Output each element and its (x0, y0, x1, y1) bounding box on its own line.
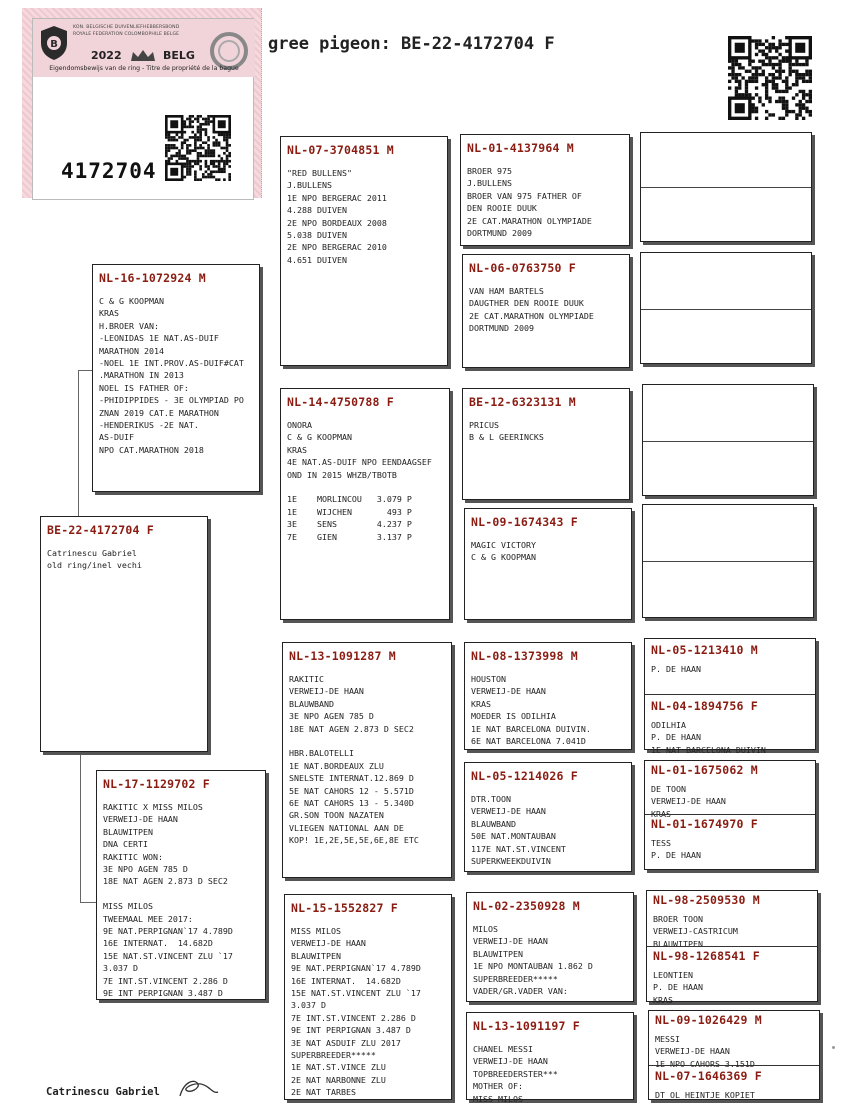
detail-line: P. DE HAAN (651, 732, 701, 743)
detail-line: "RED BULLENS" (287, 168, 352, 178)
pigeon-entry[interactable] (655, 1013, 813, 1069)
pigeon-card-dam-sire[interactable] (282, 642, 452, 878)
detail-line: 6E NAT CAHORS 13 - 5.340D (289, 798, 414, 809)
detail-line: NOEL IS FATHER OF: (99, 382, 189, 393)
detail-line: BLAUWITPEN (291, 950, 341, 961)
page-title: gree pigeon: BE-22-4172704 F (268, 34, 555, 54)
pigeon-card-sire-sire[interactable] (280, 136, 448, 366)
pigeon-card-sire[interactable] (92, 264, 260, 492)
detail-line: 9E INT PERPIGNAN 3.487 D (291, 1025, 411, 1036)
detail-line: BLAUWBAND (471, 818, 516, 829)
pigeon-card-split[interactable] (648, 1010, 820, 1100)
pigeon-details (655, 1089, 813, 1101)
detail-line: BLAUWITPEN (103, 826, 153, 837)
detail-line: RAKITIC (289, 674, 324, 684)
pigeon-card-ss-dam[interactable] (462, 254, 630, 368)
detail-line: 1E NAT.ST.VINCE ZLU (291, 1062, 386, 1073)
detail-line (289, 735, 445, 747)
detail-line: KRAS (287, 444, 307, 455)
detail-line: TWEEMAAL MEE 2017: (103, 913, 193, 924)
detail-line: KRAS (471, 698, 491, 709)
detail-line: 16E INTERNAT. 14.682D (103, 938, 213, 949)
ring-number: NL-06-0763750 F (469, 261, 576, 275)
detail-line: 4E NAT.AS-DUIF NPO EENDAAGSEF (287, 457, 432, 468)
card-divider (645, 694, 815, 695)
detail-line: KRAS (651, 808, 671, 819)
ring-year: 2022 (91, 49, 122, 62)
detail-line: KOP! 1E,2E,5E,5E,6E,8E ETC (289, 835, 419, 846)
card-divider (645, 814, 815, 815)
detail-line: -NOEL 1E INT.PROV.AS-DUIF#CAT (99, 358, 244, 369)
pigeon-card-split[interactable] (646, 890, 818, 1005)
detail-line: DORTMUND 2009 (469, 323, 534, 334)
detail-line: KRAS (653, 994, 673, 1005)
detail-line: 5E NAT CAHORS 12 - 5.571D (289, 785, 414, 796)
pigeon-card-sd-sire[interactable] (462, 388, 630, 500)
detail-line: BROER 975 (467, 166, 512, 176)
card-divider (643, 561, 813, 562)
detail-line: MOEDER IS ODILHIA (471, 711, 556, 722)
detail-line: 18E NAT AGEN 2.873 D SEC2 (289, 723, 414, 734)
pigeon-entry[interactable] (651, 763, 809, 819)
detail-line: RAKITIC WON: (103, 851, 163, 862)
footer-name: Catrinescu Gabriel (46, 1086, 160, 1098)
detail-line: MILOS (473, 924, 498, 934)
pigeon-card-ss-sire[interactable] (460, 134, 630, 246)
detail-line: VERWEIJ-DE HAAN (471, 686, 546, 697)
ring-number: NL-05-1214026 F (471, 769, 578, 783)
detail-line: 9E NAT.PERPIGNAN`17 4.789D (103, 926, 233, 937)
pigeon-card-sire-dam[interactable] (280, 388, 450, 620)
detail-line: 4.651 DUIVEN (287, 254, 347, 265)
detail-line: P. DE HAAN (653, 982, 703, 993)
detail-line: VERWEIJ-DE HAAN (103, 814, 178, 825)
detail-line: 4.288 DUIVEN (287, 205, 347, 216)
detail-line: SUPERKWEEKDUIVIN (471, 856, 551, 867)
detail-line: KRAS (99, 308, 119, 319)
pigeon-card-dd-sire[interactable] (466, 892, 634, 1002)
detail-line: OND IN 2015 WHZB/TBOTB (287, 469, 397, 480)
detail-line: 117E NAT.ST.VINCENT (471, 843, 566, 854)
detail-line: 5.038 DUIVEN (287, 230, 347, 241)
crown-icon (129, 49, 157, 63)
card-divider (641, 187, 811, 188)
certificate-qr-code (165, 115, 231, 181)
ring-number: NL-14-4750788 F (287, 395, 394, 409)
pedigree-qr-code (728, 36, 812, 120)
empty-pigeon-card[interactable] (642, 384, 814, 496)
pigeon-details (469, 419, 623, 444)
detail-line: 7E INT.ST.VINCENT 2.286 D (103, 975, 228, 986)
empty-pigeon-card[interactable] (642, 504, 814, 618)
detail-line: P. DE HAAN (651, 850, 701, 861)
detail-line: ODILHIA (651, 720, 686, 730)
detail-line: 3E NAT ASDUIF ZLU 2017 (291, 1037, 401, 1048)
pigeon-entry[interactable] (651, 699, 809, 755)
detail-line: P. DE HAAN (651, 664, 701, 674)
detail-line: VERWEIJ-DE HAAN (473, 1056, 548, 1067)
detail-line: 1E NPO BERGERAC 2011 (287, 192, 387, 203)
detail-line: TOPBREEDERSTER*** (473, 1068, 558, 1079)
detail-line: DT OL HEINTJE KOPIET (655, 1090, 755, 1100)
pigeon-details (469, 285, 623, 335)
detail-line: DAUGTHER DEN ROOIE DUUK (469, 298, 584, 309)
detail-line: MARATHON 2014 (99, 345, 164, 356)
ring-number: BE-12-6323131 M (469, 395, 576, 409)
detail-line: RAKITIC X MISS MILOS (103, 802, 203, 812)
signature-icon (176, 1076, 220, 1100)
detail-line: MISS MILOS (473, 1093, 523, 1104)
pigeon-entry[interactable] (653, 949, 811, 1005)
detail-line: DEN ROOIE DUUK (467, 203, 537, 214)
detail-line: J.BULLENS (287, 180, 332, 191)
pigeon-card-sd-dam[interactable] (464, 508, 632, 620)
pigeon-card-subject[interactable] (40, 516, 208, 752)
detail-line: .MARATHON IN 2013 (99, 370, 184, 381)
detail-line: ONORA (287, 420, 312, 430)
detail-line: BLAUWBAND (289, 698, 334, 709)
ring-number: NL-16-1072924 M (99, 271, 206, 285)
detail-line: ZNAN 2019 CAT.E MARATHON (99, 407, 219, 418)
ring-certificate (22, 8, 262, 198)
federation-name-fr: ROYALE FEDERATION COLOMBOPHILE BELGE (73, 32, 180, 37)
pigeon-details (99, 295, 253, 456)
pigeon-details (651, 719, 809, 756)
detail-line: C & G KOOPMAN (287, 432, 352, 443)
detail-line: BLAUWITPEN (653, 938, 703, 949)
detail-line: BLAUWITPEN (473, 948, 523, 959)
tree-connector (78, 370, 79, 518)
ring-number: NL-13-1091197 F (473, 1019, 580, 1033)
detail-line: MISS MILOS (291, 926, 341, 936)
detail-line: HOUSTON (471, 674, 506, 684)
ring-number: NL-01-4137964 M (467, 141, 574, 155)
detail-line: MAGIC VICTORY (471, 540, 536, 550)
detail-line: AS-DUIF (99, 432, 134, 443)
pigeon-card-ds-dam[interactable] (464, 762, 632, 872)
detail-line: SUPERBREEDER***** (473, 973, 558, 984)
detail-line: PRICUS (469, 420, 499, 430)
detail-line: SUPERBREEDER***** (291, 1050, 376, 1061)
detail-line: 9E INT PERPIGNAN 3.487 D (103, 988, 223, 999)
detail-line: DNA CERTI (103, 839, 148, 850)
ring-number: BE-22-4172704 F (47, 523, 154, 537)
tree-connector (80, 752, 81, 902)
pigeon-entry[interactable] (651, 643, 809, 691)
detail-line: 3E SENS 4.237 P (287, 519, 412, 530)
detail-line: DE TOON (651, 784, 686, 794)
detail-line: CHANEL MESSI (473, 1044, 533, 1054)
ring-number: NL-98-2509530 M (653, 893, 760, 907)
pigeon-details (473, 923, 627, 997)
detail-line: Catrinescu Gabriel (47, 548, 137, 558)
detail-line: 2E NPO BERGERAC 2010 (287, 242, 387, 253)
ring-number: NL-98-1268541 F (653, 949, 760, 963)
detail-line: VAN HAM BARTELS (469, 286, 544, 296)
pigeon-card-split[interactable] (644, 760, 816, 870)
detail-line: VLIEGEN NATIONAL AAN DE (289, 822, 404, 833)
ring-number: NL-08-1373998 M (471, 649, 578, 663)
detail-line: -LEONIDAS 1E NAT.AS-DUIF (99, 333, 219, 344)
detail-line: 2E NAT TARBES (291, 1087, 356, 1098)
detail-line: 7E GIEN 3.137 P (287, 531, 412, 542)
detail-line: VERWEIJ-CASTRICUM (653, 926, 738, 937)
detail-line: -PHIDIPPIDES - 3E OLYMPIAD PO (99, 395, 244, 406)
pigeon-card-split[interactable] (644, 638, 816, 755)
detail-line: MOTHER OF: (473, 1081, 523, 1092)
detail-line: 15E NAT.ST.VINCENT ZLU `17 (103, 950, 233, 961)
detail-line (287, 481, 443, 493)
detail-line: 50E NAT.MONTAUBAN (471, 831, 556, 842)
detail-line: 9E NAT.PERPIGNAN`17 4.789D (291, 963, 421, 974)
detail-line: 18E NAT AGEN 2.873 D SEC2 (103, 876, 228, 887)
federation-logo-icon (39, 25, 69, 61)
detail-line: 2E CAT.MARATHON OLYMPIADE (467, 215, 592, 226)
detail-line: 6E NAT BARCELONA 7.041D (471, 736, 586, 747)
pigeon-details (653, 969, 811, 1006)
ring-number: 4172704 (61, 159, 157, 183)
pigeon-card-ds-sire[interactable] (464, 642, 632, 750)
detail-line: old ring/inel vechi (47, 560, 142, 571)
pigeon-entry[interactable] (651, 817, 809, 869)
ring-number: NL-05-1213410 M (651, 643, 758, 657)
detail-line: VERWEIJ-DE HAAN (655, 1046, 730, 1057)
detail-line: DORTMUND 2009 (467, 228, 532, 239)
pigeon-details (289, 673, 445, 847)
card-divider (643, 441, 813, 442)
detail-line: VERWEIJ-DE HAAN (651, 796, 726, 807)
certificate-title: Eigendomsbewijs van de ring - Titre de propriété de la bague (49, 65, 239, 72)
detail-line: 2E NPO BORDEAUX 2008 (287, 217, 387, 228)
pigeon-details (653, 913, 811, 950)
detail-line: MISS MILOS (103, 901, 153, 912)
detail-line: BROER TOON (653, 914, 703, 924)
detail-line: BROER VAN 975 FATHER OF (467, 190, 582, 201)
ring-number: NL-13-1091287 M (289, 649, 396, 663)
pigeon-card-dd-dam[interactable] (466, 1012, 634, 1104)
empty-pigeon-card[interactable] (640, 252, 812, 364)
detail-line: 2E CAT.MARATHON OLYMPIADE (469, 310, 594, 321)
detail-line: VADER/GR.VADER VAN: (473, 986, 568, 997)
detail-line (103, 888, 259, 900)
detail-line: C & G KOOPMAN (471, 552, 536, 563)
detail-line: DTR.TOON (471, 794, 511, 804)
detail-line: VERWEIJ-DE HAAN (473, 936, 548, 947)
ring-country: BELG (163, 49, 195, 62)
ring-number: NL-07-3704851 M (287, 143, 394, 157)
ring-number: NL-02-2350928 M (473, 899, 580, 913)
detail-line: MESSI (655, 1034, 680, 1044)
detail-line: LEONTIEN (653, 970, 693, 980)
detail-line: H.BROER VAN: (99, 320, 159, 331)
detail-line: VERWEIJ-DE HAAN (471, 806, 546, 817)
card-divider (641, 309, 811, 310)
detail-line: B & L GEERINCKS (469, 432, 544, 443)
ring-number: NL-01-1675062 M (651, 763, 758, 777)
ring-number: NL-09-1674343 F (471, 515, 578, 529)
pigeon-details (291, 925, 445, 1099)
pigeon-details (467, 165, 623, 239)
detail-line: TESS (651, 838, 671, 848)
detail-line: 1E NPO CAHORS 3.151D (655, 1058, 755, 1069)
detail-line: 1E MORLINCOU 3.079 P (287, 494, 412, 505)
ring-number: NL-17-1129702 F (103, 777, 210, 791)
svg-text:B: B (50, 39, 58, 50)
card-divider (647, 946, 817, 947)
detail-line: 1E WIJCHEN 493 P (287, 506, 412, 517)
pigeon-details (473, 1043, 627, 1105)
detail-line: NPO CAT.MARATHON 2018 (99, 444, 204, 455)
detail-line: 16E INTERNAT. 14.682D (291, 975, 401, 986)
detail-line: 1E NAT BARCELONA DUIVIN. (471, 723, 591, 734)
detail-line: 3.037 D (291, 1000, 326, 1011)
ring-number: NL-04-1894756 F (651, 699, 758, 713)
pigeon-details (651, 837, 809, 862)
pigeon-details (47, 547, 201, 572)
federation-name-nl: KON. BELGISCHE DUIVENLIEFHEBBERSBOND (73, 25, 180, 30)
pigeon-details (471, 539, 625, 564)
pigeon-entry[interactable] (655, 1069, 813, 1101)
card-divider (649, 1065, 819, 1066)
detail-line: VERWEIJ-DE HAAN (291, 938, 366, 949)
pigeon-card-dam[interactable] (96, 770, 266, 1000)
pigeon-details (287, 419, 443, 543)
pigeon-details (103, 801, 259, 1000)
detail-line: 1E NPO MONTAUBAN 1.862 D (473, 961, 593, 972)
pigeon-details (651, 663, 809, 675)
ring-number: NL-15-1552827 F (291, 901, 398, 915)
detail-line: 1E NAT.BORDEAUX ZLU (289, 760, 384, 771)
detail-line: 7E INT.ST.VINCENT 2.286 D (291, 1012, 416, 1023)
ring-number: NL-07-1646369 F (655, 1069, 762, 1083)
detail-line: GR.SON TOON NAZATEN (289, 810, 384, 821)
ring-number: NL-01-1674970 F (651, 817, 758, 831)
detail-line: 15E NAT.ST.VINCENT ZLU `17 (291, 988, 421, 999)
detail-line: -HENDERIKUS -2E NAT. (99, 420, 199, 431)
detail-line: 3E NPO AGEN 785 D (289, 711, 374, 722)
detail-line: C & G KOOPMAN (99, 296, 164, 306)
detail-line: 3E NPO AGEN 785 D (103, 864, 188, 875)
detail-line: HBR.BALOTELLI (289, 748, 354, 759)
detail-line: 2E NAT NARBONNE ZLU (291, 1074, 386, 1085)
detail-line: J.BULLENS (467, 178, 512, 189)
ring-number: NL-09-1026429 M (655, 1013, 762, 1027)
pigeon-details (287, 167, 441, 266)
detail-line: 3.037 D (103, 963, 138, 974)
pigeon-details (471, 793, 625, 867)
scan-mark (832, 1046, 835, 1049)
empty-pigeon-card[interactable] (640, 132, 812, 242)
detail-line: 1E NAT BARCELONA DUIVIN (651, 744, 766, 755)
pigeon-details (471, 673, 625, 747)
certificate-card (32, 18, 254, 200)
pigeon-card-dam-dam[interactable] (284, 894, 452, 1100)
pigeon-entry[interactable] (653, 893, 811, 949)
detail-line: SNELSTE INTERNAT.12.869 D (289, 773, 414, 784)
detail-line: VERWEIJ-DE HAAN (289, 686, 364, 697)
